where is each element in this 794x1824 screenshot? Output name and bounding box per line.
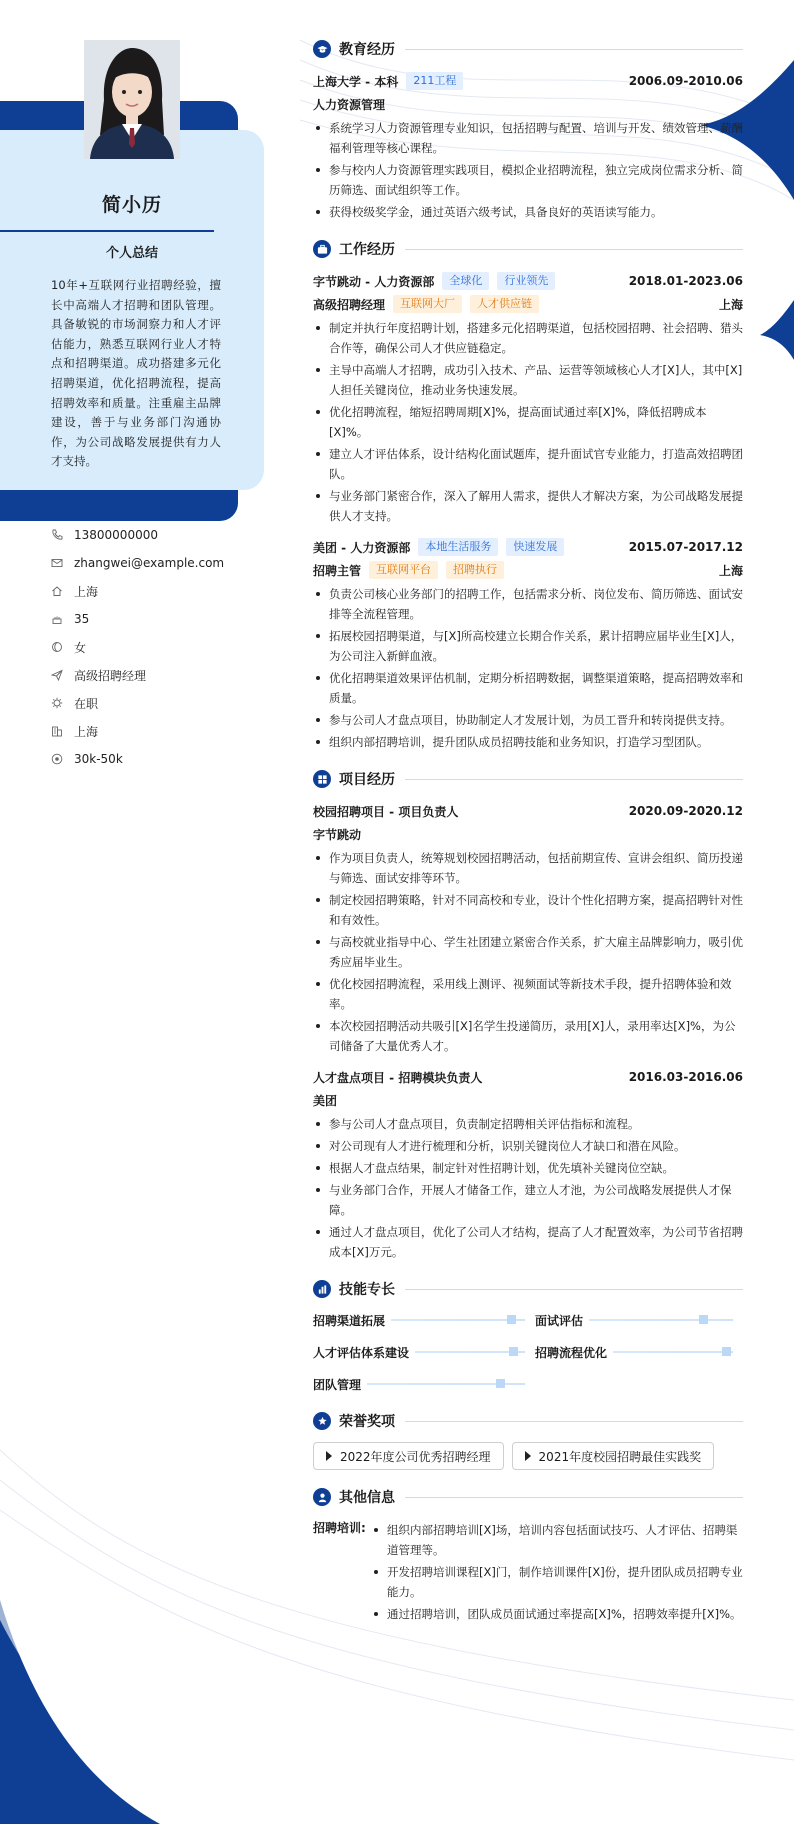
list-item: 与业务部门合作，开展人才储备工作，建立人才池，为公司战略发展提供人才保障。: [313, 1180, 743, 1220]
info-text: 高级招聘经理: [74, 668, 147, 683]
section-title: 项目经历: [339, 772, 395, 788]
skill-item: [313, 1310, 535, 1330]
info-text: 女: [74, 640, 87, 655]
info-city: [50, 717, 224, 745]
cake-icon: [50, 612, 64, 626]
education-section: [313, 36, 743, 222]
info-position: [50, 661, 224, 689]
info-age: [50, 605, 224, 633]
project-entry: [313, 800, 743, 1056]
list-item: 建立人才评估体系，设计结构化面试题库，提升面试官专业能力，打造高效招聘团队。: [313, 444, 743, 484]
gender-icon: [50, 640, 64, 654]
skill-name: 招聘流程优化: [535, 1345, 608, 1360]
project-org: 美团: [313, 1093, 338, 1108]
phone-icon: [50, 528, 64, 542]
section-rule: [405, 1421, 743, 1422]
company-name: 字节跳动 - 人力资源部: [313, 274, 435, 289]
list-item: 主导中高端人才招聘，成功引入技术、产品、运营等领域核心人才[X]人，其中[X]人担任关键岗位，推动业务快速发展。: [313, 360, 743, 400]
skill-item: [535, 1342, 743, 1362]
honor-item: [512, 1442, 715, 1470]
list-item: 制定校园招聘策略，针对不同高校和专业，设计个性化招聘方案，提高招聘针对性和有效性。: [313, 890, 743, 930]
major: 人力资源管理: [313, 97, 386, 112]
entry-subheader: [313, 92, 743, 116]
list-item: 与高校就业指导中心、学生社团建立紧密合作关系，扩大雇主品牌影响力，吸引优秀应届毕业生。: [313, 932, 743, 972]
skill-bar: [367, 1383, 525, 1385]
list-item: 优化校园招聘流程，采用线上测评、视频面试等新技术手段，提升招聘体验和效率。: [313, 974, 743, 1014]
honor-text: 2022年度公司优秀招聘经理: [340, 1449, 491, 1464]
play-arrow-icon: [525, 1451, 531, 1461]
skill-level-marker: [699, 1315, 708, 1324]
section-title: 工作经历: [339, 242, 395, 258]
honor-item: [313, 1442, 504, 1470]
skill-name: 人才评估体系建设: [313, 1345, 410, 1360]
other-section: [313, 1484, 743, 1626]
skill-item: [535, 1310, 743, 1330]
entry-header: [313, 800, 743, 822]
list-item: 本次校园招聘活动共吸引[X]名学生投递简历，录用[X]人，录用率达[X]%，为公司储备了大量优秀人才。: [313, 1016, 743, 1056]
company-tag: 快速发展: [506, 538, 564, 556]
candidate-name: 简小历: [101, 194, 162, 216]
entry-subheader: [313, 292, 743, 316]
skill-bar: [613, 1351, 733, 1353]
other-label: 招聘培训:: [313, 1521, 366, 1535]
section-header: [313, 1484, 743, 1510]
send-icon: [50, 668, 64, 682]
home-icon: [50, 584, 64, 598]
list-item: 参与公司人才盘点项目，负责制定招聘相关评估指标和流程。: [313, 1114, 743, 1134]
section-rule: [405, 49, 743, 50]
project-name: 人才盘点项目 - 招聘模块负责人: [313, 1070, 483, 1085]
summary-text: 10年+互联网行业招聘经验，擅长中高端人才招聘和团队管理。具备敏锐的市场洞察力和人才评估能力，熟悉互联网行业人才特点和招聘渠道。成功搭建多元化招聘渠道，优化招聘流程，提高招聘效率和质量。注重雇主品牌建设，善于与业务部门沟通协作，为公司战略发展提供有力人才支持。: [51, 278, 221, 469]
work-bullets: [313, 584, 743, 752]
skills-section: [313, 1276, 743, 1394]
info-phone: [50, 521, 224, 549]
list-item: 与业务部门紧密合作，深入了解用人需求，提供人才解决方案，为公司战略发展提供人才支持。: [313, 486, 743, 526]
list-item: 对公司现有人才进行梳理和分析，识别关键岗位人才缺口和潜在风险。: [313, 1136, 743, 1156]
graduation-cap-icon: [313, 40, 331, 58]
list-item: 拓展校园招聘渠道，与[X]所高校建立长期合作关系，累计招聘应届毕业生[X]人，为公司注入新鲜血液。: [313, 626, 743, 666]
section-title: 荣誉奖项: [339, 1414, 395, 1430]
section-header: [313, 766, 743, 792]
list-item: 系统学习人力资源管理专业知识，包括招聘与配置、培训与开发、绩效管理、薪酬福利管理等核心课程。: [313, 118, 743, 158]
company-tag: 本地生活服务: [418, 538, 498, 556]
work-entry: [313, 270, 743, 526]
avatar: [84, 40, 180, 159]
company-tag: 全球化: [442, 272, 489, 290]
skill-bar: [589, 1319, 733, 1321]
position-title: 招聘主管: [313, 563, 362, 578]
skill-item: [313, 1342, 535, 1362]
position-tag: 互联网平台: [369, 561, 438, 579]
section-rule: [405, 1289, 743, 1290]
info-salary: [50, 745, 224, 773]
project-name: 校园招聘项目 - 项目负责人: [313, 804, 459, 819]
project-entry: [313, 1066, 743, 1262]
project-bullets: [313, 1114, 743, 1262]
info-text: 13800000000: [74, 528, 158, 542]
work-bullets: [313, 318, 743, 526]
entry-date: 2015.07-2017.12: [628, 540, 743, 554]
building-icon: [50, 724, 64, 738]
salary-icon: [50, 752, 64, 766]
list-item: 参与公司人才盘点项目，协助制定人才发展计划，为员工晋升和转岗提供支持。: [313, 710, 743, 730]
entry-date: 2020.09-2020.12: [628, 804, 743, 818]
work-city: 上海: [718, 563, 743, 578]
contact-info-list: [50, 521, 224, 773]
info-text: 在职: [74, 696, 99, 711]
honor-text: 2021年度校园招聘最佳实践奖: [538, 1449, 702, 1464]
section-rule: [405, 779, 743, 780]
entry-header: [313, 70, 743, 92]
grid-icon: [313, 770, 331, 788]
section-rule: [405, 249, 743, 250]
section-header: [313, 1276, 743, 1302]
skill-bar: [415, 1351, 525, 1353]
company-tag: 行业领先: [497, 272, 555, 290]
info-email: [50, 549, 224, 577]
position-tag: 人才供应链: [470, 295, 539, 313]
list-item: 作为项目负责人，统筹规划校园招聘活动，包括前期宣传、宣讲会组织、简历投递与筛选、面试安排等环节。: [313, 848, 743, 888]
award-icon: [313, 1412, 331, 1430]
projects-section: [313, 766, 743, 1262]
list-item: 负责公司核心业务部门的招聘工作，包括需求分析、岗位发布、简历筛选、面试安排等全流程管理。: [313, 584, 743, 624]
info-text: 30k-50k: [74, 752, 123, 766]
position-title: 高级招聘经理: [313, 297, 386, 312]
education-entry: [313, 70, 743, 222]
education-bullets: [313, 118, 743, 222]
skill-name: 团队管理: [313, 1377, 362, 1392]
section-title: 其他信息: [339, 1490, 395, 1506]
list-item: 通过招聘培训，团队成员面试通过率提高[X]%，招聘效率提升[X]%。: [371, 1604, 743, 1624]
entry-header: [313, 270, 743, 292]
entry-subheader: [313, 558, 743, 582]
list-item: 组织内部招聘培训[X]场，培训内容包括面试技巧、人才评估、招聘渠道管理等。: [371, 1520, 743, 1560]
info-home: [50, 577, 224, 605]
play-arrow-icon: [326, 1451, 332, 1461]
honors-list: [313, 1442, 743, 1470]
entry-date: 2016.03-2016.06: [628, 1070, 743, 1084]
honors-section: [313, 1408, 743, 1470]
info-text: zhangwei@example.com: [74, 556, 225, 570]
list-item: 参与校内人力资源管理实践项目，模拟企业招聘流程，独立完成岗位需求分析、简历筛选、面试组织等工作。: [313, 160, 743, 200]
sidebar: [0, 0, 280, 1824]
info-text: 上海: [74, 584, 99, 599]
skill-item: [313, 1374, 535, 1394]
entry-subheader: [313, 822, 743, 846]
other-bullets: [371, 1520, 743, 1626]
section-title: 教育经历: [339, 42, 395, 58]
list-item: 组织内部招聘培训，提升团队成员招聘技能和业务知识，打造学习型团队。: [313, 732, 743, 752]
project-bullets: [313, 848, 743, 1056]
name-divider: [0, 230, 214, 232]
list-item: 获得校级奖学金，通过英语六级考试，具备良好的英语读写能力。: [313, 202, 743, 222]
project-org: 字节跳动: [313, 827, 362, 842]
info-status: [50, 689, 224, 717]
position-tag: 互联网大厂: [393, 295, 462, 313]
avatar-photo: [84, 40, 180, 159]
entry-header: [313, 1066, 743, 1088]
company-name: 美团 - 人力资源部: [313, 540, 411, 555]
skill-level-marker: [496, 1379, 505, 1388]
skill-level-marker: [509, 1347, 518, 1356]
section-title: 技能专长: [339, 1282, 395, 1298]
summary-title: 个人总结: [105, 246, 158, 261]
other-info: [313, 1518, 743, 1626]
school-name: 上海大学 - 本科: [313, 74, 399, 89]
entry-date: 2018.01-2023.06: [628, 274, 743, 288]
position-tag: 招聘执行: [446, 561, 504, 579]
list-item: 开发招聘培训课程[X]门，制作培训课件[X]份，提升团队成员招聘专业能力。: [371, 1562, 743, 1602]
skill-bar: [391, 1319, 525, 1321]
briefcase-icon: [313, 240, 331, 258]
skills-grid: [313, 1310, 743, 1394]
mail-icon: [50, 556, 64, 570]
entry-subheader: [313, 1088, 743, 1112]
section-header: [313, 36, 743, 62]
bar-chart-icon: [313, 1280, 331, 1298]
list-item: 通过人才盘点项目，优化了公司人才结构，提高了人才配置效率，为公司节省招聘成本[X]万元。: [313, 1222, 743, 1262]
main-content: [313, 36, 743, 1640]
list-item: 制定并执行年度招聘计划，搭建多元化招聘渠道，包括校园招聘、社会招聘、猎头合作等，确保公司人才供应链稳定。: [313, 318, 743, 358]
section-rule: [405, 1497, 743, 1498]
entry-date: 2006.09-2010.06: [628, 74, 743, 88]
info-text: 35: [74, 612, 90, 626]
entry-header: [313, 536, 743, 558]
status-icon: [50, 696, 64, 710]
work-city: 上海: [718, 297, 743, 312]
skill-level-marker: [722, 1347, 731, 1356]
section-header: [313, 236, 743, 262]
list-item: 优化招聘流程，缩短招聘周期[X]%，提高面试通过率[X]%，降低招聘成本[X]%。: [313, 402, 743, 442]
skill-name: 招聘渠道拓展: [313, 1313, 386, 1328]
work-entry: [313, 536, 743, 752]
list-item: 优化招聘渠道效果评估机制，定期分析招聘数据，调整渠道策略，提高招聘效率和质量。: [313, 668, 743, 708]
skill-level-marker: [507, 1315, 516, 1324]
work-section: [313, 236, 743, 752]
person-icon: [313, 1488, 331, 1506]
school-tag: 211工程: [406, 72, 463, 90]
list-item: 根据人才盘点结果，制定针对性招聘计划，优先填补关键岗位空缺。: [313, 1158, 743, 1178]
info-gender: [50, 633, 224, 661]
skill-name: 面试评估: [535, 1313, 584, 1328]
info-text: 上海: [74, 724, 99, 739]
section-header: [313, 1408, 743, 1434]
